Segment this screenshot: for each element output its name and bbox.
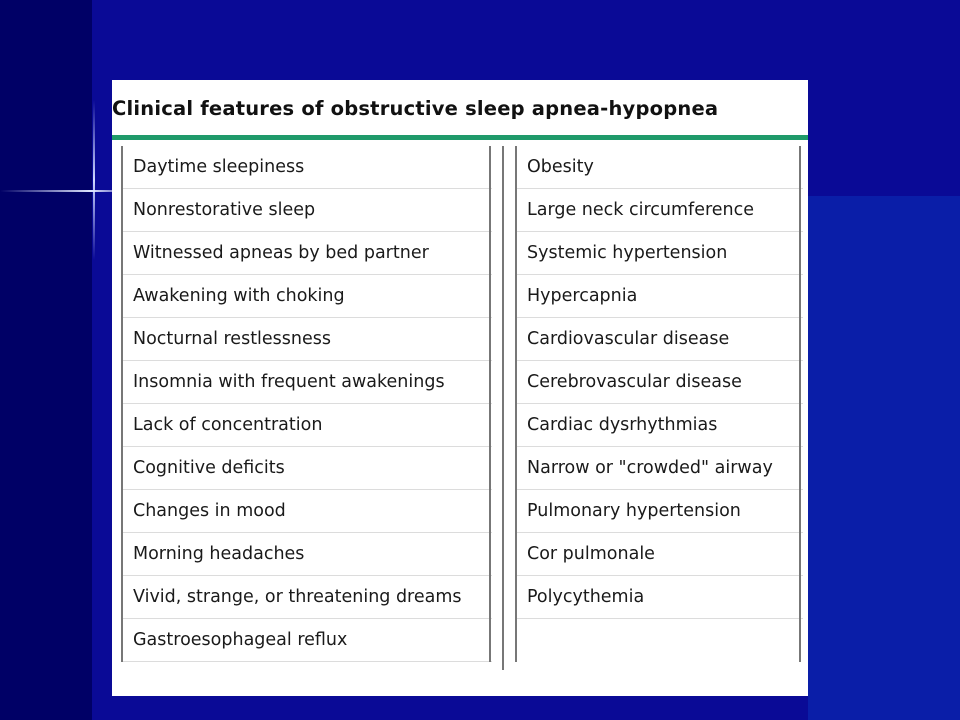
list-item: Cardiovascular disease <box>517 318 803 361</box>
table-title: Clinical features of obstructive sleep apnea-hypopnea <box>112 97 719 120</box>
column-divider <box>799 146 801 662</box>
list-item: Obesity <box>517 146 803 189</box>
slide-background-accent <box>808 196 960 720</box>
list-item: Gastroesophageal reflux <box>123 619 492 662</box>
right-column <box>515 146 803 662</box>
list-item: Hypercapnia <box>517 275 803 318</box>
list-item: Nocturnal restlessness <box>123 318 492 361</box>
list-item: Lack of concentration <box>123 404 492 447</box>
table-panel <box>112 80 808 696</box>
column-divider <box>489 146 491 662</box>
list-item: Nonrestorative sleep <box>123 189 492 232</box>
list-item: Witnessed apneas by bed partner <box>123 232 492 275</box>
list-item: Morning headaches <box>123 533 492 576</box>
list-item: Large neck circumference <box>517 189 803 232</box>
title-rule <box>112 135 808 140</box>
sparkle-horizontal <box>0 190 130 192</box>
list-item: Daytime sleepiness <box>123 146 492 189</box>
list-item-empty <box>517 619 803 662</box>
left-column <box>121 146 492 662</box>
sparkle-vertical <box>93 100 95 260</box>
list-item: Cerebrovascular disease <box>517 361 803 404</box>
list-item: Changes in mood <box>123 490 492 533</box>
list-item: Awakening with choking <box>123 275 492 318</box>
list-item: Cor pulmonale <box>517 533 803 576</box>
list-item: Cardiac dysrhythmias <box>517 404 803 447</box>
list-item: Narrow or "crowded" airway <box>517 447 803 490</box>
list-item: Insomnia with frequent awakenings <box>123 361 492 404</box>
list-item: Cognitive deficits <box>123 447 492 490</box>
list-item: Systemic hypertension <box>517 232 803 275</box>
list-item: Pulmonary hypertension <box>517 490 803 533</box>
list-item: Polycythemia <box>517 576 803 619</box>
list-item: Vivid, strange, or threatening dreams <box>123 576 492 619</box>
column-divider <box>502 146 504 670</box>
